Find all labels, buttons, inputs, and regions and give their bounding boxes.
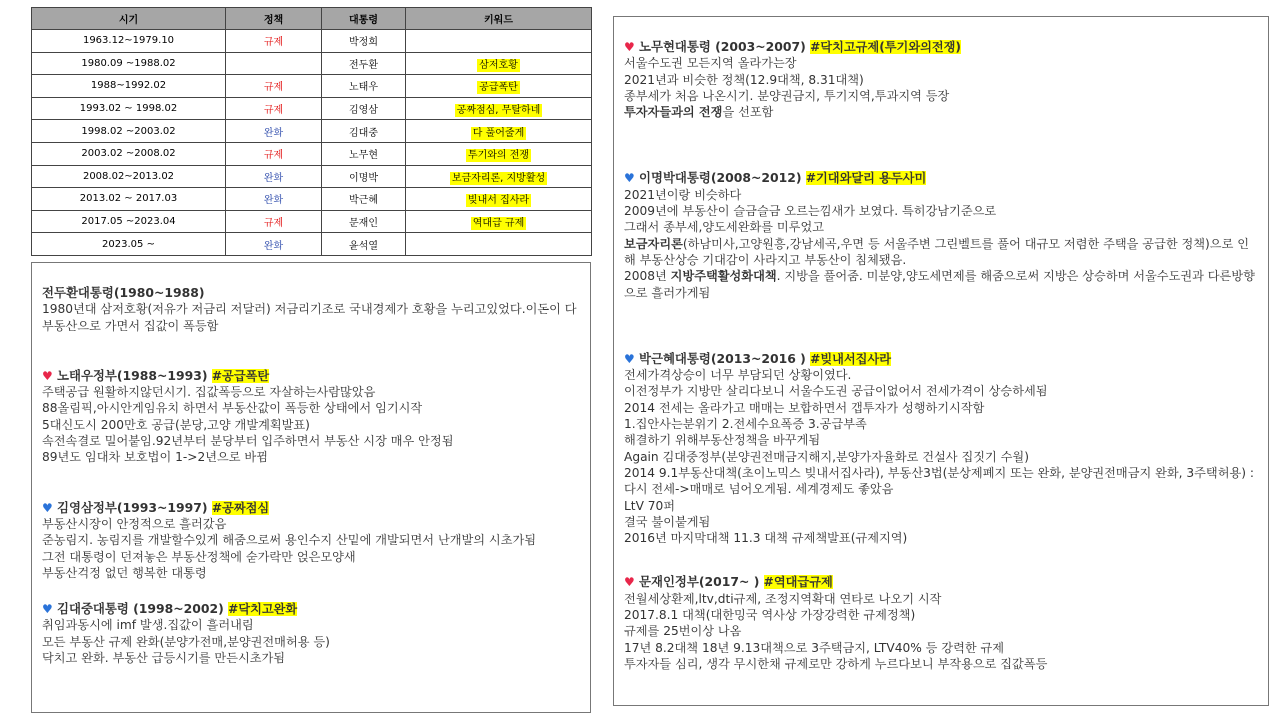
section-text: 속전속결로 밀어붙임.92년부터 분당부터 입주하면서 부동산 시장 매우 안정됨 bbox=[42, 434, 454, 449]
policy-cell: 규제 bbox=[226, 97, 322, 120]
section-text: 1980년대 삼저호황(저유가 저금리 저달러) 저금리기조로 국내경제가 호황을 누리고있었다.이돈이 다 부동산으로 가면서 집값이 폭등함 bbox=[42, 302, 581, 333]
blue-heart-icon: ♥ bbox=[624, 351, 635, 366]
hashtag: #닥치고규제(투기와의전쟁) bbox=[810, 40, 961, 54]
hashtag: #공짜점심 bbox=[211, 500, 270, 515]
keyword-cell bbox=[406, 52, 592, 75]
section-text: 규제를 25번이상 나옴 bbox=[624, 624, 742, 639]
table-row bbox=[32, 165, 592, 188]
hashtag: #닥치고완화 bbox=[228, 602, 298, 617]
period-cell: 1998.02 ~2003.02 bbox=[32, 120, 226, 143]
blue-heart-icon: ♥ bbox=[42, 500, 53, 515]
text-rest: . 지방을 풀어줌. 미분양,양도세면제를 해줌으로써 지방은 상승하며 서울수도권과 다른방향으로 흘러가게됨 bbox=[624, 269, 1255, 300]
section-chun bbox=[42, 285, 580, 334]
section-heading bbox=[42, 601, 580, 617]
red-heart-icon: ♥ bbox=[42, 368, 53, 383]
section-text: LtV 70퍼 bbox=[624, 498, 676, 513]
policy-table bbox=[31, 7, 592, 256]
policy-cell: 완화 bbox=[226, 165, 322, 188]
table-row bbox=[32, 120, 592, 143]
section-heading bbox=[42, 500, 580, 516]
section-kim-ys bbox=[42, 500, 580, 581]
keyword-cell bbox=[406, 142, 592, 165]
section-text: 준농림지. 농림지를 개발할수있게 해줌으로써 용인수지 산밑에 개발되면서 난개발의 시초가됨 bbox=[42, 533, 537, 548]
header-keyword: 키워드 bbox=[406, 8, 592, 30]
text-rest: (하남미사,고양원흥,강남세곡,우면 등 서울주변 그린벨트를 풀어 대규모 저렴한 주택을 공급한 정책)으로 인해 부동산상승 기대감이 사라지고 부동산이 침체됐음. bbox=[624, 236, 1249, 267]
section-heading bbox=[624, 39, 1258, 55]
keyword-cell bbox=[406, 165, 592, 188]
period-cell: 1980.09 ~1988.02 bbox=[32, 52, 226, 75]
table-row bbox=[32, 75, 592, 98]
section-text: 88올림픽,아시안게임유치 하면서 부동산값이 폭등한 상태에서 임기시작 bbox=[42, 401, 423, 416]
hashtag: #역대급규제 bbox=[763, 575, 833, 590]
hashtag: #빚내서집사라 bbox=[810, 351, 891, 366]
section-text: 2014 전세는 올라가고 매매는 보합하면서 갭투자가 성행하기시작함 bbox=[624, 400, 985, 415]
period-cell: 1988~1992.02 bbox=[32, 75, 226, 98]
keyword-highlight: 공짜점심, 무탈하네 bbox=[456, 105, 541, 117]
section-title: 박근혜대통령(2013~2016 ) bbox=[639, 350, 811, 366]
section-text bbox=[624, 268, 1258, 301]
keyword-cell bbox=[406, 120, 592, 143]
policy-cell: 규제 bbox=[226, 142, 322, 165]
section-text: 2014 9.1부동산대책(초이노믹스 빚내서집사라), 부동산3법(분상제폐지 또는 완화, 분양권전매금지 완화, 3주택허용) : 다시 전세->매매로 넘어오게됨. 세계경제도 좋았음 bbox=[624, 465, 1258, 497]
section-text bbox=[624, 236, 1258, 269]
section-text: 이전정부가 지방만 살리다보니 서울수도권 공급이없어서 전세가격이 상승하세됨 bbox=[624, 384, 1048, 399]
president-cell: 박정희 bbox=[322, 30, 406, 53]
section-text: 투자자들 심리, 생각 무시한채 규제로만 강하게 누르다보니 부작용으로 집값폭등 bbox=[624, 656, 1048, 671]
right-notes-panel bbox=[613, 16, 1269, 706]
section-text: 결국 불이붙게됨 bbox=[624, 514, 711, 529]
section-text: 2021년이랑 비슷하다 bbox=[624, 187, 742, 202]
hashtag: #기대와달리 용두사미 bbox=[805, 171, 927, 186]
table-header-row bbox=[32, 8, 592, 30]
keyword-highlight: 역대급 규제 bbox=[472, 218, 525, 230]
keyword-highlight: 빚내서 집사라 bbox=[467, 195, 530, 207]
header-policy: 정책 bbox=[226, 8, 322, 30]
section-title: 노무현대통령 (2003~2007) bbox=[639, 39, 811, 54]
blue-heart-icon: ♥ bbox=[624, 171, 635, 186]
table-row bbox=[32, 97, 592, 120]
period-cell: 2017.05 ~2023.04 bbox=[32, 210, 226, 233]
header-period: 시기 bbox=[32, 8, 226, 30]
policy-cell: 규제 bbox=[226, 75, 322, 98]
keyword-highlight: 보금자리론, 지방활성 bbox=[451, 172, 546, 184]
section-text: 그전 대통령이 던져놓은 부동산정책에 숟가락만 얹은모양새 bbox=[42, 549, 356, 564]
section-text: 1.집안사는분위기 2.전세수요폭증 3.공급부족 bbox=[624, 417, 867, 432]
section-text: 그래서 종부세,양도세완화를 미루었고 bbox=[624, 220, 824, 235]
keyword-cell bbox=[406, 188, 592, 211]
text-rest: 을 선포함 bbox=[722, 105, 774, 120]
section-title: 문재인정부(2017~ ) bbox=[639, 574, 764, 590]
section-text: Again 김대중정부(분양권전매금지해지,분양가자율화로 건설사 집짓기 수월) bbox=[624, 449, 1029, 464]
section-text: 해결하기 위해부동산정책을 바꾸게됨 bbox=[624, 433, 821, 448]
keyword-highlight: 다 풀어줄게 bbox=[472, 127, 525, 139]
policy-cell: 완화 bbox=[226, 233, 322, 256]
section-heading bbox=[624, 574, 1258, 590]
section-text: 종부세가 처음 나온시기. 분양권금지, 투기지역,투과지역 등장 bbox=[624, 88, 950, 103]
section-text: 전세가격상승이 너무 부담되던 상황이였다. bbox=[624, 368, 852, 383]
bold-phrase: 투자자들과의 전쟁 bbox=[624, 105, 723, 120]
blue-heart-icon: ♥ bbox=[42, 602, 53, 617]
section-text: 서울수도권 모든지역 올라가는장 bbox=[624, 56, 797, 71]
red-heart-icon: ♥ bbox=[624, 575, 635, 590]
section-title: 전두환대통령(1980~1988) bbox=[42, 285, 205, 300]
keyword-cell bbox=[406, 210, 592, 233]
section-text bbox=[624, 104, 1258, 120]
section-title: 이명박대통령(2008~2012) bbox=[639, 170, 806, 186]
period-cell: 2003.02 ~2008.02 bbox=[32, 142, 226, 165]
period-cell: 2008.02~2013.02 bbox=[32, 165, 226, 188]
president-cell: 박근혜 bbox=[322, 188, 406, 211]
policy-cell: 완화 bbox=[226, 120, 322, 143]
table-row bbox=[32, 188, 592, 211]
section-heading bbox=[42, 368, 580, 384]
section-text: 모든 부동산 규제 완화(분양가전매,분양권전매허용 등) bbox=[42, 634, 330, 649]
table-row bbox=[32, 52, 592, 75]
table-row bbox=[32, 210, 592, 233]
keyword-highlight: 공급폭탄 bbox=[479, 82, 518, 94]
table-row bbox=[32, 142, 592, 165]
period-cell: 1993.02 ~ 1998.02 bbox=[32, 97, 226, 120]
section-text: 전월세상환제,ltv,dti규제, 조정지역확대 연타로 나오기 시작 bbox=[624, 591, 942, 606]
section-text: 주택공급 원활하지않던시기. 집값폭등으로 자살하는사람많았음 bbox=[42, 385, 376, 400]
section-text: 부동산걱정 없던 행복한 대통령 bbox=[42, 565, 207, 580]
hashtag: #공급폭탄 bbox=[211, 368, 270, 383]
section-moon-ji bbox=[624, 574, 1258, 672]
section-text: 5대신도시 200만호 공급(분당,고양 개발계획발표) bbox=[42, 417, 310, 432]
president-cell: 윤석열 bbox=[322, 233, 406, 256]
section-heading bbox=[624, 170, 1258, 186]
president-cell: 전두환 bbox=[322, 52, 406, 75]
section-text: 2017.8.1 대책(대한밍국 역사상 가장강력한 규제정책) bbox=[624, 608, 916, 623]
section-kim-dj bbox=[42, 601, 580, 666]
period-cell: 2023.05 ~ bbox=[32, 233, 226, 256]
red-heart-icon: ♥ bbox=[624, 40, 635, 54]
policy-cell bbox=[226, 52, 322, 75]
keyword-highlight: 삼저호황 bbox=[479, 59, 518, 71]
period-cell: 1963.12~1979.10 bbox=[32, 30, 226, 53]
section-text: 2021년과 비슷한 정책(12.9대책, 8.31대책) bbox=[624, 72, 864, 87]
section-text: 2009년에 부동산이 슬금슬금 오르는낌새가 보였다. 특히강남기준으로 bbox=[624, 204, 997, 219]
section-text: 부동산시장이 안정적으로 흘러갔음 bbox=[42, 516, 227, 531]
keyword-cell bbox=[406, 30, 592, 53]
president-cell: 김영삼 bbox=[322, 97, 406, 120]
president-cell: 노태우 bbox=[322, 75, 406, 98]
keyword-cell bbox=[406, 233, 592, 256]
text-pre: 2008년 bbox=[624, 269, 671, 284]
left-notes-panel bbox=[31, 262, 591, 713]
keyword-cell bbox=[406, 75, 592, 98]
president-cell: 이명박 bbox=[322, 165, 406, 188]
policy-cell: 규제 bbox=[226, 210, 322, 233]
section-text: 89년도 임대차 보호법이 1->2년으로 바뀜 bbox=[42, 450, 268, 465]
keyword-highlight: 투기와의 전쟁 bbox=[467, 150, 530, 162]
section-lee-mb bbox=[624, 170, 1258, 300]
section-text: 2016년 마지막대책 11.3 대책 규제책발표(규제지역) bbox=[624, 531, 908, 546]
keyword-cell bbox=[406, 97, 592, 120]
section-title: 김대중대통령 (1998~2002) bbox=[57, 601, 229, 617]
section-text: 닥치고 완화. 부동산 급등시기를 만든시초가됨 bbox=[42, 651, 286, 666]
section-title: 김영삼정부(1993~1997) bbox=[57, 499, 212, 515]
bold-phrase: 지방주택활성화대책 bbox=[670, 269, 777, 284]
period-cell: 2013.02 ~ 2017.03 bbox=[32, 188, 226, 211]
section-park-gh bbox=[624, 351, 1258, 547]
section-roh-mh bbox=[624, 39, 1258, 120]
table-row bbox=[32, 30, 592, 53]
section-roh-tw bbox=[42, 368, 580, 466]
section-text: 취임과동시에 imf 발생.집값이 흘러내림 bbox=[42, 618, 254, 633]
president-cell: 노무현 bbox=[322, 142, 406, 165]
header-president: 대통령 bbox=[322, 8, 406, 30]
section-title: 노태우정부(1988~1993) bbox=[57, 367, 212, 383]
policy-cell: 완화 bbox=[226, 188, 322, 211]
president-cell: 문재인 bbox=[322, 210, 406, 233]
section-heading bbox=[624, 351, 1258, 367]
policy-cell: 규제 bbox=[226, 30, 322, 53]
section-text: 17년 8.2대책 18년 9.13대책으로 3주택금지, LTV40% 등 강력한 규제 bbox=[624, 640, 1005, 655]
bold-phrase: 보금자리론 bbox=[624, 236, 683, 251]
president-cell: 김대중 bbox=[322, 120, 406, 143]
table-row bbox=[32, 233, 592, 256]
